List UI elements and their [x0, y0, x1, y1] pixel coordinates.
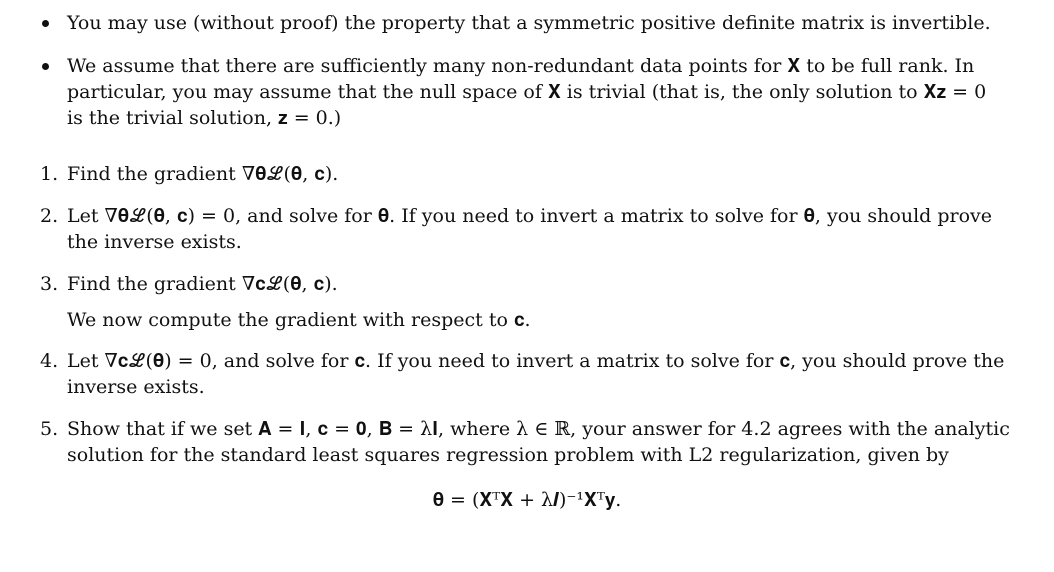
item-number: 4. [40, 350, 59, 372]
bullet-2-line-1: We assume that there are sufficiently many non-redundant data points for 𝐗 to be full rank. In [67, 55, 975, 77]
item-2-line-1: Let ∇𝛉ℒ(𝛉, 𝐜) = 0, and solve for 𝛉. If you need to invert a matrix to solve for 𝛉, you should prove [67, 205, 993, 227]
bullet-2-line-2: particular, you may assume that the null space of 𝐗 is trivial (that is, the only solution to 𝐗𝐳 = 0 [67, 81, 987, 103]
bullet-2-line-3: is the trivial solution, 𝐳 = 0.) [67, 107, 342, 129]
bullet-marker [42, 63, 49, 70]
item-4-line-2: inverse exists. [67, 376, 205, 398]
item-3-note: We now compute the gradient with respect to 𝐜. [67, 309, 531, 331]
display-equation: 𝛉 = (𝐗ᵀ𝐗 + λ𝑰)⁻¹𝐗ᵀ𝐲. [432, 489, 622, 511]
bullet-1-line-1: You may use (without proof) the property that a symmetric positive definite matrix is invertible. [67, 12, 991, 34]
item-3-line-1: Find the gradient ∇𝐜ℒ(𝛉, 𝐜). [67, 273, 338, 295]
item-number: 2. [40, 205, 59, 227]
item-5-line-1: Show that if we set 𝐀 = 𝐈, 𝐜 = 𝟎, 𝐁 = λ𝐈, where λ ∈ ℝ, your answer for 4.2 agrees with the analytic [67, 418, 1010, 440]
item-2-line-2: the inverse exists. [67, 231, 242, 253]
item-number: 3. [40, 273, 59, 295]
item-number: 1. [40, 163, 59, 185]
item-5-line-2: solution for the standard least squares regression problem with L2 regularization, given by [67, 444, 949, 466]
bullet-marker [42, 20, 49, 27]
item-number: 5. [40, 418, 59, 440]
item-4-line-1: Let ∇𝐜ℒ(𝛉) = 0, and solve for 𝐜. If you need to invert a matrix to solve for 𝐜, you should prove the [67, 350, 1005, 372]
item-1-line-1: Find the gradient ∇𝛉ℒ(𝛉, 𝐜). [67, 163, 339, 185]
